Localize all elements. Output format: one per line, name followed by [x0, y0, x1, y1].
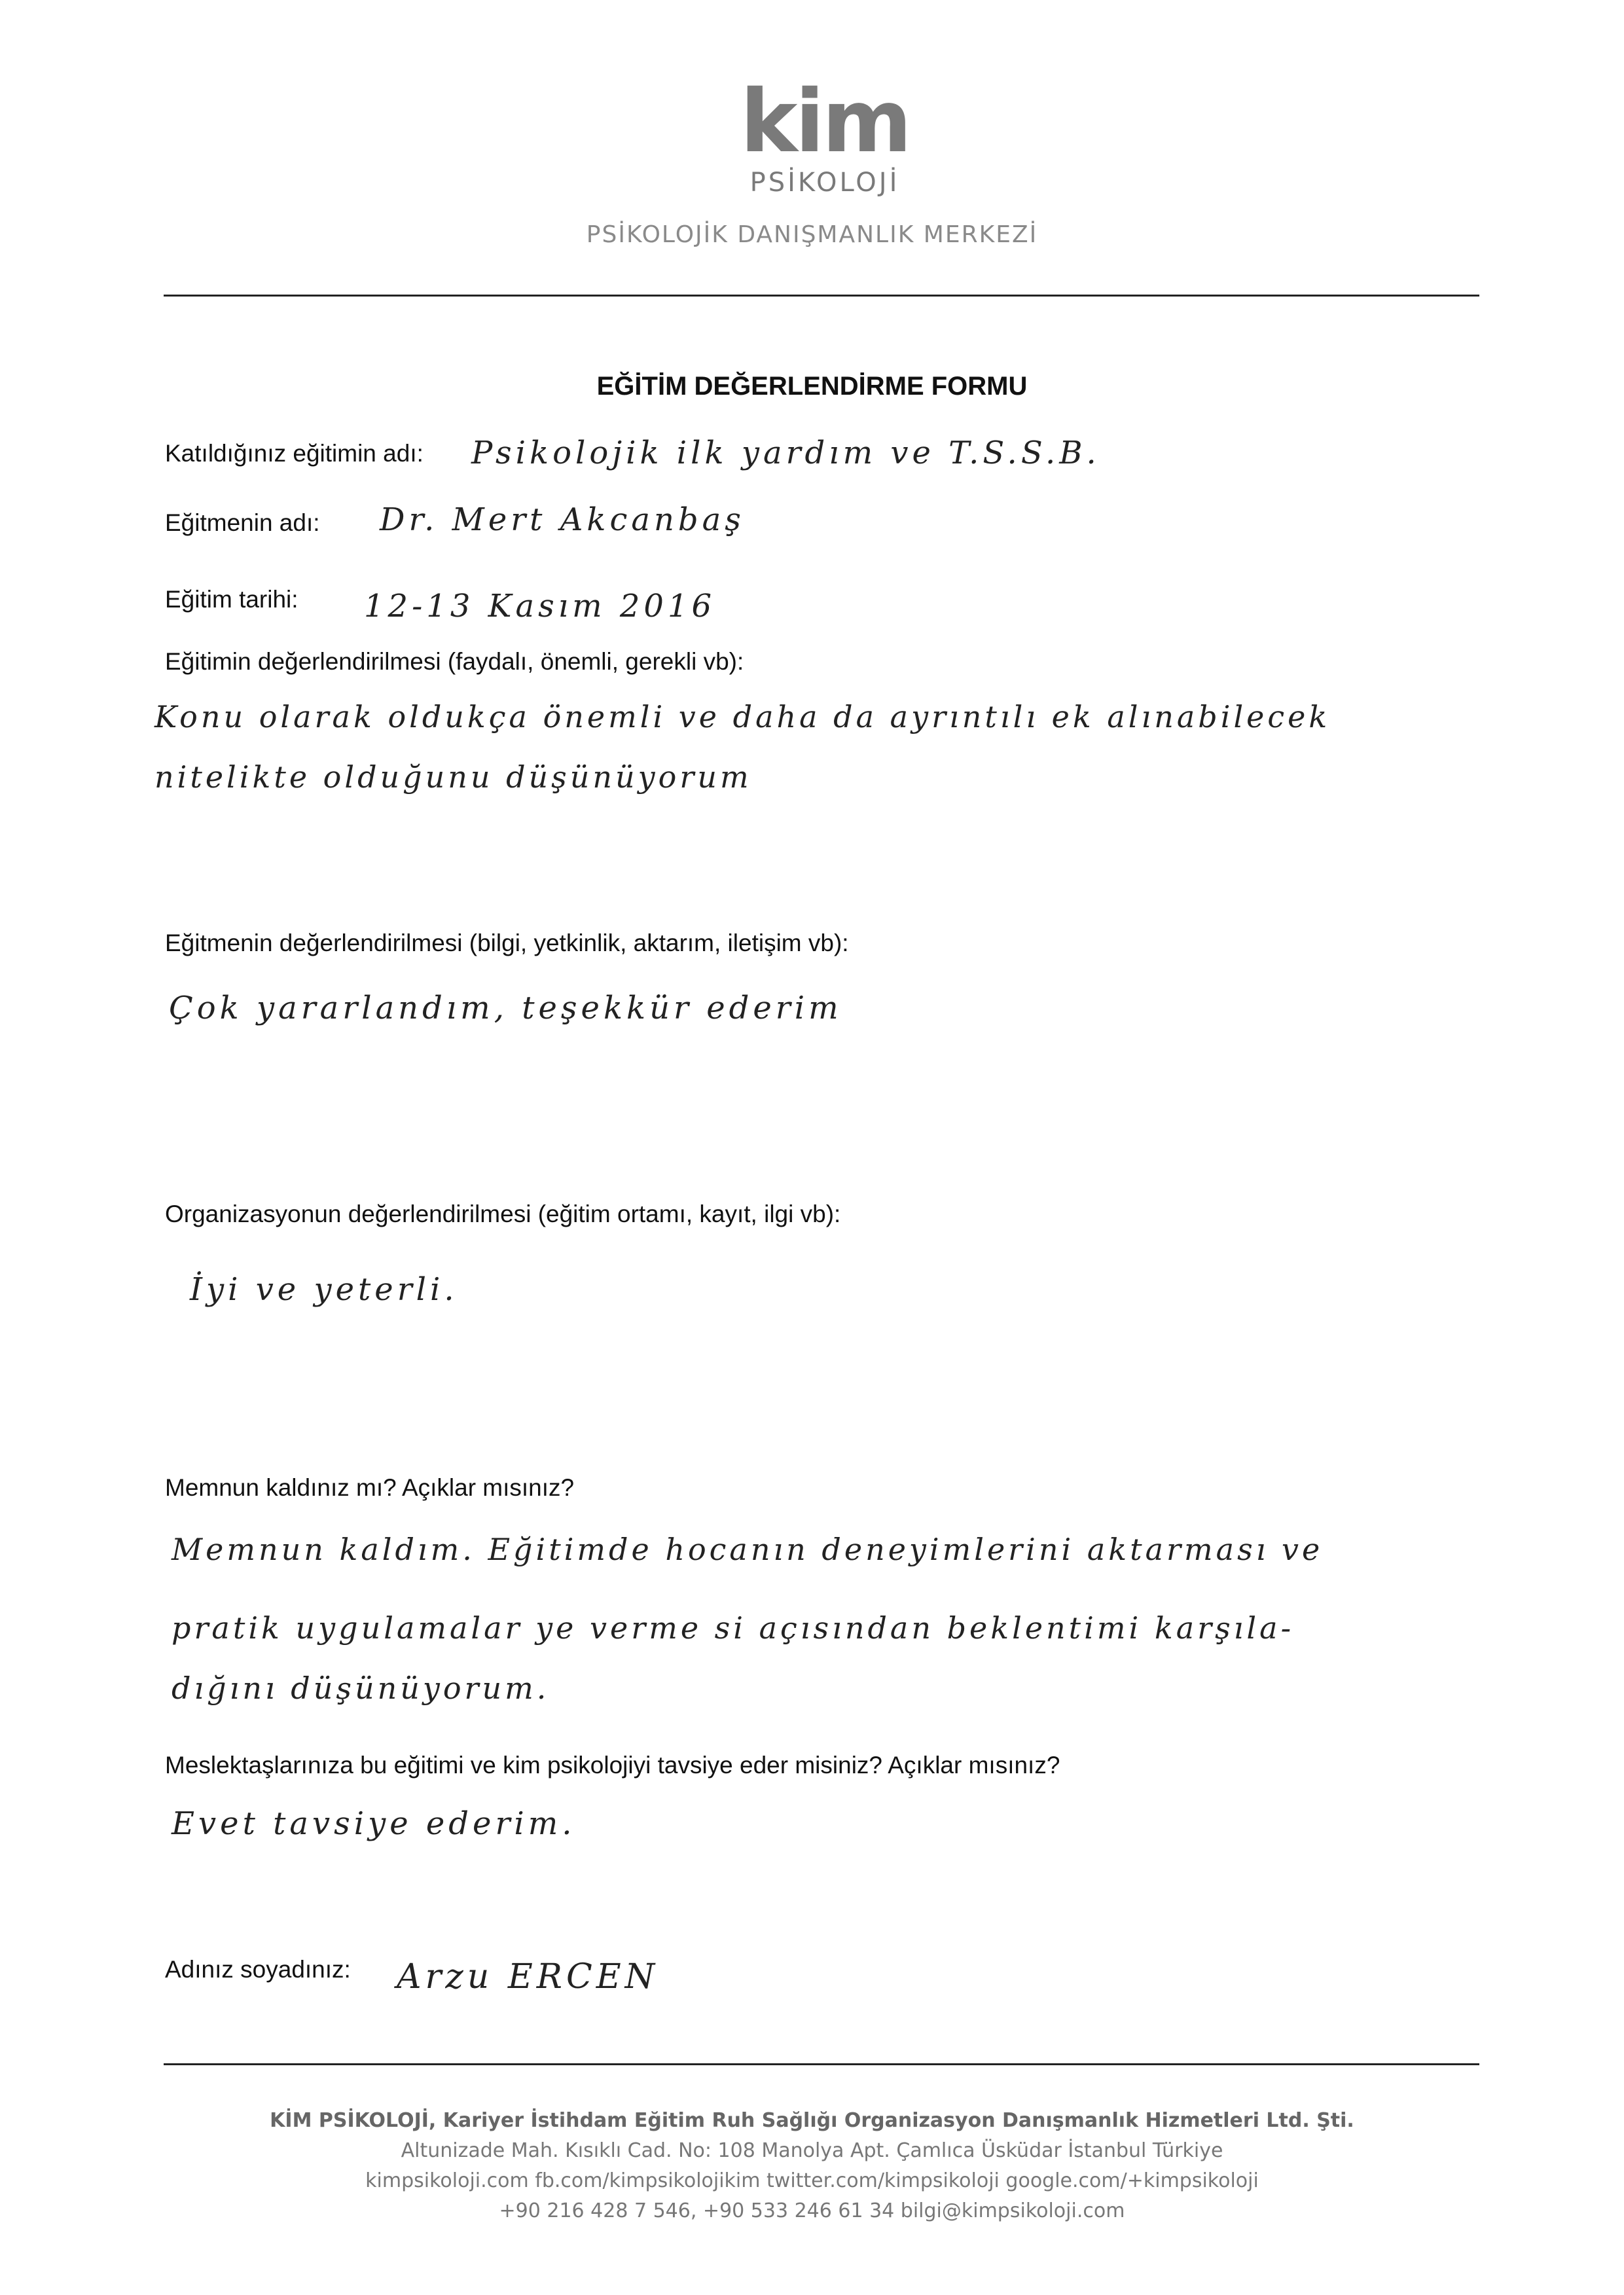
trainer-evaluation-answer: Çok yararlandım, teşekkür ederim — [169, 990, 842, 1026]
satisfaction-answer-line-2: pratik uygulamalar ye verme si açısından beklentimi karşıla- — [171, 1610, 1295, 1646]
trainer-evaluation-label: Eğitmenin değerlendirilmesi (bilgi, yetkinlik, aktarım, iletişim vb): — [165, 930, 849, 956]
footer-company: KİM PSİKOLOJİ, Kariyer İstihdam Eğitim Ruh Sağlığı Organizasyon Danışmanlık Hizmetleri Ltd. Şti. — [270, 2109, 1354, 2132]
satisfaction-label: Memnun kaldınız mı? Açıklar mısınız? — [165, 1474, 575, 1501]
header-divider — [164, 295, 1479, 297]
form-title: EĞİTİM DEĞERLENDİRME FORMU — [596, 372, 1028, 401]
recommendation-label: Meslektaşlarınıza bu eğitimi ve kim psikolojiyi tavsiye eder misiniz? Açıklar mısınız? — [165, 1752, 1060, 1779]
satisfaction-answer-line-1: Memnun kaldım. Eğitimde hocanın deneyimlerini aktarması ve — [171, 1532, 1324, 1567]
training-evaluation-answer-line-2: nitelikte olduğunu düşünüyorum — [154, 759, 752, 795]
footer-divider — [164, 2063, 1479, 2065]
full-name-label: Adınız soyadınız: — [165, 1956, 351, 1983]
training-date-label: Eğitim tarihi: — [165, 586, 298, 613]
training-name-label: Katıldığınız eğitimin adı: — [165, 440, 424, 467]
kim-psikoloji-logo — [740, 71, 910, 198]
trainer-name-label: Eğitmenin adı: — [165, 509, 320, 536]
organization-evaluation-label: Organizasyonun değerlendirilmesi (eğitim ortamı, kayıt, ilgi vb): — [165, 1201, 841, 1227]
footer-address: Altunizade Mah. Kısıklı Cad. No: 108 Manolya Apt. Çamlıca Üsküdar İstanbul Türkiye — [401, 2139, 1223, 2162]
full-name-answer: Arzu ERCEN — [397, 1957, 659, 1997]
organization-evaluation-answer: İyi ve yeterli. — [190, 1271, 458, 1308]
footer-contact: +90 216 428 7 546, +90 533 246 61 34 bilgi@kimpsikoloji.com — [499, 2199, 1125, 2222]
training-evaluation-answer-line-1: Konu olarak oldukça önemli ve daha da ayrıntılı ek alınabilecek — [154, 699, 1331, 734]
training-evaluation-label: Eğitimin değerlendirilmesi (faydalı, önemli, gerekli vb): — [165, 648, 744, 675]
training-name-answer: Psikolojik ilk yardım ve T.S.S.B. — [471, 435, 1100, 471]
trainer-name-answer: Dr. Mert Akcanbaş — [380, 501, 745, 538]
logo-subtitle: PSİKOLOJİ — [749, 168, 900, 198]
satisfaction-answer-line-3: dığını düşünüyorum. — [171, 1671, 550, 1706]
header-tagline: PSİKOLOJİK DANIŞMANLIK MERKEZİ — [586, 221, 1038, 248]
footer-web-links: kimpsikoloji.com fb.com/kimpsikolojikim twitter.com/kimpsikoloji google.com/+kimpsikoloji — [365, 2169, 1259, 2192]
logo-mark: kim — [740, 71, 910, 172]
training-date-answer: 12-13 Kasım 2016 — [364, 588, 716, 624]
recommendation-answer: Evet tavsiye ederim. — [171, 1805, 576, 1842]
